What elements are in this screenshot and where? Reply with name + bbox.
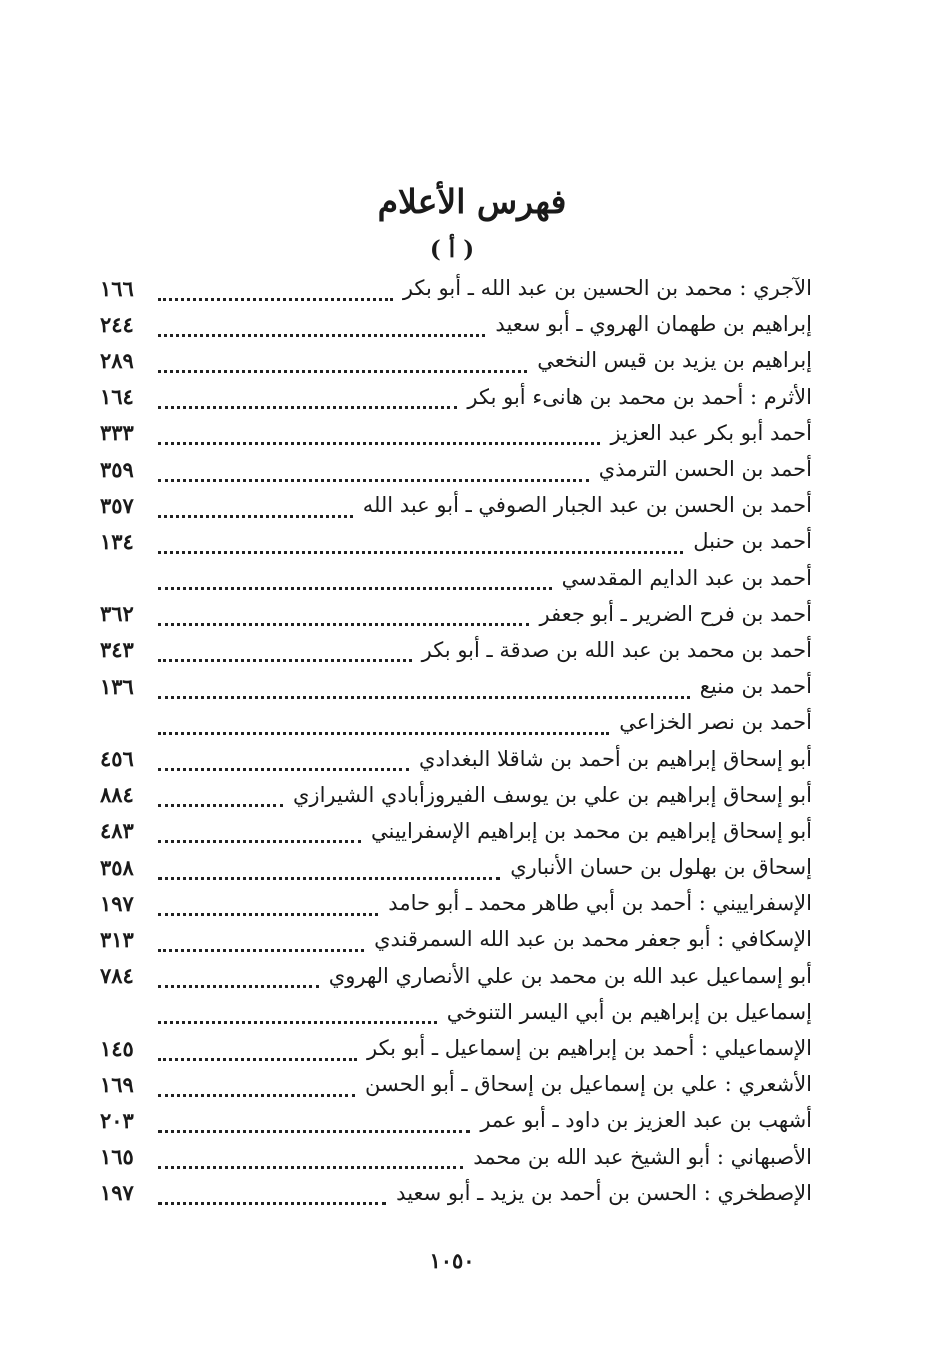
entry-page-number: ٣٥٩ (100, 456, 134, 482)
dot-leader (158, 1152, 463, 1169)
dot-leader (158, 428, 600, 445)
index-entry (100, 451, 812, 487)
entry-page-number: ٣٤٣ (100, 637, 134, 663)
dot-leader (158, 356, 527, 373)
dot-leader (158, 609, 529, 626)
page-number: ١٠٥٠ (429, 1248, 475, 1273)
entry-page-number: ٣٦٢ (100, 601, 134, 627)
dot-leader (158, 392, 457, 409)
index-entry (100, 487, 812, 523)
dot-leader (158, 284, 393, 301)
entry-page-number: ٤٥٦ (100, 746, 134, 772)
dot-leader (158, 754, 409, 771)
entry-page-number: ٢٨٩ (100, 347, 134, 373)
index-entry (100, 560, 812, 596)
entry-page-number: ١٩٧ (100, 890, 134, 916)
dot-leader (158, 537, 683, 554)
entry-name: أحمد بن حنبل (693, 529, 812, 554)
entry-page-number: ١٩٧ (100, 1180, 134, 1206)
index-entry (100, 994, 812, 1030)
index-entry (100, 921, 812, 957)
index-entry (100, 1030, 812, 1066)
entry-page-number: ١٤٥ (100, 1035, 134, 1061)
index-entry (100, 704, 812, 740)
index-entry (100, 342, 812, 378)
index-entry (100, 849, 812, 885)
entry-name: أحمد أبو بكر عبد العزيز (610, 420, 812, 445)
entry-name: إسحاق بن بهلول بن حسان الأنباري (510, 855, 812, 880)
entry-page-number: ٣٥٨ (100, 854, 134, 880)
entry-name: أبو إسماعيل عبد الله بن محمد بن علي الأنصاري الهروي (328, 963, 812, 988)
index-entry (100, 632, 812, 668)
entry-name: أحمد بن محمد بن عبد الله بن صدقة ـ أبو بكر (421, 637, 812, 662)
page-title: فهرس الأعلام (377, 182, 567, 222)
dot-leader (158, 465, 589, 482)
dot-leader (158, 573, 552, 590)
entry-name: الأثرم : أحمد بن محمد بن هانىء أبو بكر (467, 384, 812, 409)
dot-leader (158, 899, 378, 916)
entry-name: أبو إسحاق إبراهيم بن علي بن يوسف الفيروزأبادي الشيرازي (292, 782, 812, 807)
index-list (100, 270, 812, 1211)
entry-page-number: ٢٤٤ (100, 311, 134, 337)
entry-name: الإصطخري : الحسن بن أحمد بن يزيد ـ أبو سعيد (396, 1180, 812, 1205)
entry-page-number: ٨٨٤ (100, 782, 134, 808)
index-entry (100, 415, 812, 451)
dot-leader (158, 935, 364, 952)
index-entry (100, 1139, 812, 1175)
entry-page-number: ٣٣٣ (100, 420, 134, 446)
index-entry (100, 958, 812, 994)
entry-name: أحمد بن الحسن الترمذي (598, 457, 812, 482)
entry-page-number: ١٦٤ (100, 384, 134, 410)
entry-name: الآجري : محمد بن الحسين بن عبد الله ـ أبو بكر (402, 276, 812, 301)
dot-leader (158, 863, 500, 880)
entry-name: الإسفراييني : أحمد بن أبي طاهر محمد ـ أبو حامد (388, 891, 812, 916)
index-entry (100, 1102, 812, 1138)
entry-name: أبو إسحاق إبراهيم بن أحمد بن شاقلا البغدادي (419, 746, 812, 771)
index-entry (100, 1066, 812, 1102)
entry-name: أحمد بن الحسن بن عبد الجبار الصوفي ـ أبو عبد الله (362, 493, 812, 518)
index-entry (100, 885, 812, 921)
index-entry (100, 777, 812, 813)
entry-name: أحمد بن نصر الخزاعي (619, 710, 812, 735)
entry-name: أشهب بن عبد العزيز بن داود ـ أبو عمر (480, 1108, 812, 1133)
entry-name: أحمد بن فرح الضرير ـ أبو جعفر (539, 601, 812, 626)
dot-leader (158, 501, 353, 518)
entry-name: أبو إسحاق إبراهيم بن محمد بن إبراهيم الإسفراييني (370, 818, 812, 843)
index-entry (100, 813, 812, 849)
dot-leader (158, 718, 609, 735)
section-heading: ( أ ) (429, 236, 475, 263)
entry-name: الإسكافي : أبو جعفر محمد بن عبد الله السمرقندي (374, 927, 812, 952)
index-entry (100, 379, 812, 415)
index-entry (100, 270, 812, 306)
dot-leader (158, 1044, 357, 1061)
dot-leader (158, 790, 283, 807)
dot-leader (158, 1080, 355, 1097)
entry-name: الإسماعيلي : أحمد بن إبراهيم بن إسماعيل ـ أبو بكر (367, 1036, 812, 1061)
entry-name: الأصبهاني : أبو الشيخ عبد الله بن محمد (473, 1144, 812, 1169)
entry-page-number: ٤٨٣ (100, 818, 134, 844)
index-entry (100, 668, 812, 704)
index-entry (100, 306, 812, 342)
entry-name: أحمد بن منيع (699, 674, 812, 699)
dot-leader (158, 1188, 386, 1205)
entry-name: إبراهيم بن طهمان الهروي ـ أبو سعيد (495, 312, 812, 337)
entry-page-number: ١٣٤ (100, 528, 134, 554)
entry-page-number: ١٦٥ (100, 1144, 134, 1170)
dot-leader (158, 645, 412, 662)
entry-page-number: ٣٥٧ (100, 492, 134, 518)
index-entry (100, 596, 812, 632)
index-entry (100, 1175, 812, 1211)
entry-page-number: ١٣٦ (100, 673, 134, 699)
dot-leader (158, 1116, 470, 1133)
entry-name: أحمد بن عبد الدايم المقدسي (561, 565, 812, 590)
entry-name: إبراهيم بن يزيد بن قيس النخعي (537, 348, 812, 373)
entry-page-number: ٧٨٤ (100, 963, 134, 989)
dot-leader (158, 1007, 437, 1024)
dot-leader (158, 320, 485, 337)
dot-leader (158, 971, 319, 988)
dot-leader (158, 682, 690, 699)
entry-page-number: ٢٠٣ (100, 1107, 134, 1133)
entry-name: الأشعري : علي بن إسماعيل بن إسحاق ـ أبو الحسن (365, 1072, 812, 1097)
index-entry (100, 523, 812, 559)
entry-page-number: ١٦٦ (100, 275, 134, 301)
entry-name: إسماعيل بن إبراهيم بن أبي اليسر التنوخي (446, 999, 812, 1024)
entry-page-number: ١٦٩ (100, 1071, 134, 1097)
entry-page-number: ٣١٣ (100, 926, 134, 952)
dot-leader (158, 826, 361, 843)
index-entry (100, 740, 812, 776)
